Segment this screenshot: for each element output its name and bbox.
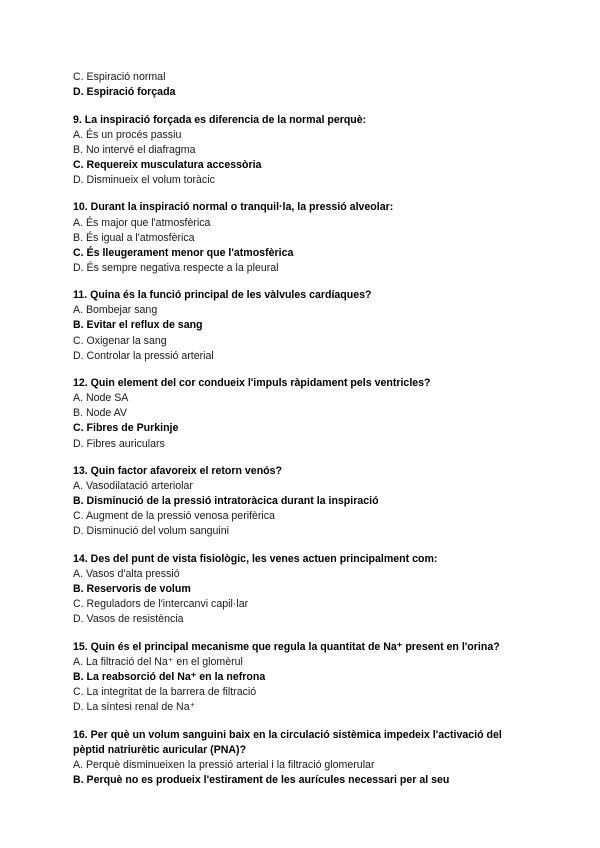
answer-option-correct: C. Requereix musculatura accessòria	[73, 158, 262, 171]
answer-option: C. Augment de la pressió venosa perifèrica	[73, 510, 275, 523]
answer-option: A. La filtració del Na⁺ en el glomèrul	[73, 655, 243, 668]
question-title: 12. Quin element del cor condueix l'impuls ràpidament pels ventricles?	[73, 377, 431, 390]
answer-option: B. No intervé el diafragma	[73, 143, 196, 156]
question-block	[73, 376, 533, 451]
question-title: 9. La inspiració forçada es diferencia de la normal perquè:	[73, 113, 367, 126]
question-title: 13. Quin factor afavoreix el retorn venós?	[73, 465, 282, 478]
question-block	[73, 113, 533, 188]
question-block	[73, 288, 533, 363]
answer-option-correct: C. És lleugerament menor que l'atmosfèrica	[73, 246, 294, 259]
question-spacer	[73, 276, 533, 288]
answer-option-correct: B. Perquè no es produeix l'estirament de les aurícules necessari per al seu	[73, 773, 450, 786]
answer-option: A. Perquè disminueixen la pressió arterial i la filtració glomerular	[73, 758, 375, 771]
answer-option: A. És major que l'atmosfèrica	[73, 216, 211, 229]
question-block	[73, 200, 533, 275]
question-spacer	[73, 188, 533, 200]
question-spacer	[73, 100, 533, 112]
answer-option: C. Reguladors de l'intercanvi capil·lar	[73, 598, 249, 611]
answer-option: A. Vasodilatació arteriolar	[73, 480, 193, 493]
answer-option: C. Espiració normal	[73, 71, 166, 83]
answer-option: B. Node AV	[73, 407, 127, 420]
answer-option: C. La integritat de la barrera de filtració	[73, 686, 257, 699]
question-spacer	[73, 715, 533, 727]
answer-option: D. Disminueix el volum toràcic	[73, 173, 215, 186]
document-page	[73, 70, 533, 788]
answer-option: D. Fibres auriculars	[73, 437, 165, 450]
answer-option-correct: B. Reservoris de volum	[73, 583, 191, 596]
question-list	[73, 100, 533, 788]
answer-option-correct: D. Espiració forçada	[73, 86, 176, 99]
answer-option: D. Disminució del volum sanguini	[73, 525, 230, 538]
answer-option: A. És un procés passiu	[73, 128, 182, 141]
question-block	[73, 464, 533, 539]
answer-option: A. Node SA	[73, 392, 129, 405]
answer-option: D. La síntesi renal de Na⁺	[73, 701, 196, 714]
question-spacer	[73, 364, 533, 376]
lead-options	[73, 70, 533, 100]
answer-option-correct: C. Fibres de Purkinje	[73, 422, 179, 435]
answer-option: A. Vasos d'alta pressió	[73, 567, 180, 580]
question-title: 11. Quina és la funció principal de les vàlvules cardíaques?	[73, 289, 372, 302]
answer-option: D. Vasos de resistència	[73, 613, 184, 626]
answer-option-correct: B. Disminució de la pressió intratoràcica durant la inspiració	[73, 495, 379, 508]
answer-option-correct: B. Evitar el reflux de sang	[73, 319, 203, 332]
question-title: 16. Per què un volum sanguini baix en la circulació sistèmica impedeix l'activació del pèptid natriurètic auricular (PNA)?	[73, 728, 502, 756]
question-title: 10. Durant la inspiració normal o tranquil·la, la pressió alveolar:	[73, 201, 394, 214]
question-title: 15. Quin és el principal mecanisme que regula la quantitat de Na⁺ present en l'orina?	[73, 640, 500, 653]
answer-option: B. És igual a l'atmosfèrica	[73, 231, 195, 244]
question-spacer	[73, 452, 533, 464]
question-spacer	[73, 539, 533, 551]
answer-option-correct: B. La reabsorció del Na⁺ en la nefrona	[73, 670, 266, 683]
question-title: 14. Des del punt de vista fisiològic, les venes actuen principalment com:	[73, 552, 438, 565]
answer-option: D. És sempre negativa respecte a la pleural	[73, 261, 279, 274]
answer-option: C. Oxigenar la sang	[73, 334, 167, 347]
question-block	[73, 728, 533, 788]
question-block	[73, 552, 533, 627]
answer-option: D. Controlar la pressió arterial	[73, 349, 214, 362]
question-block	[73, 640, 533, 715]
answer-option: A. Bombejar sang	[73, 304, 158, 317]
question-spacer	[73, 627, 533, 639]
